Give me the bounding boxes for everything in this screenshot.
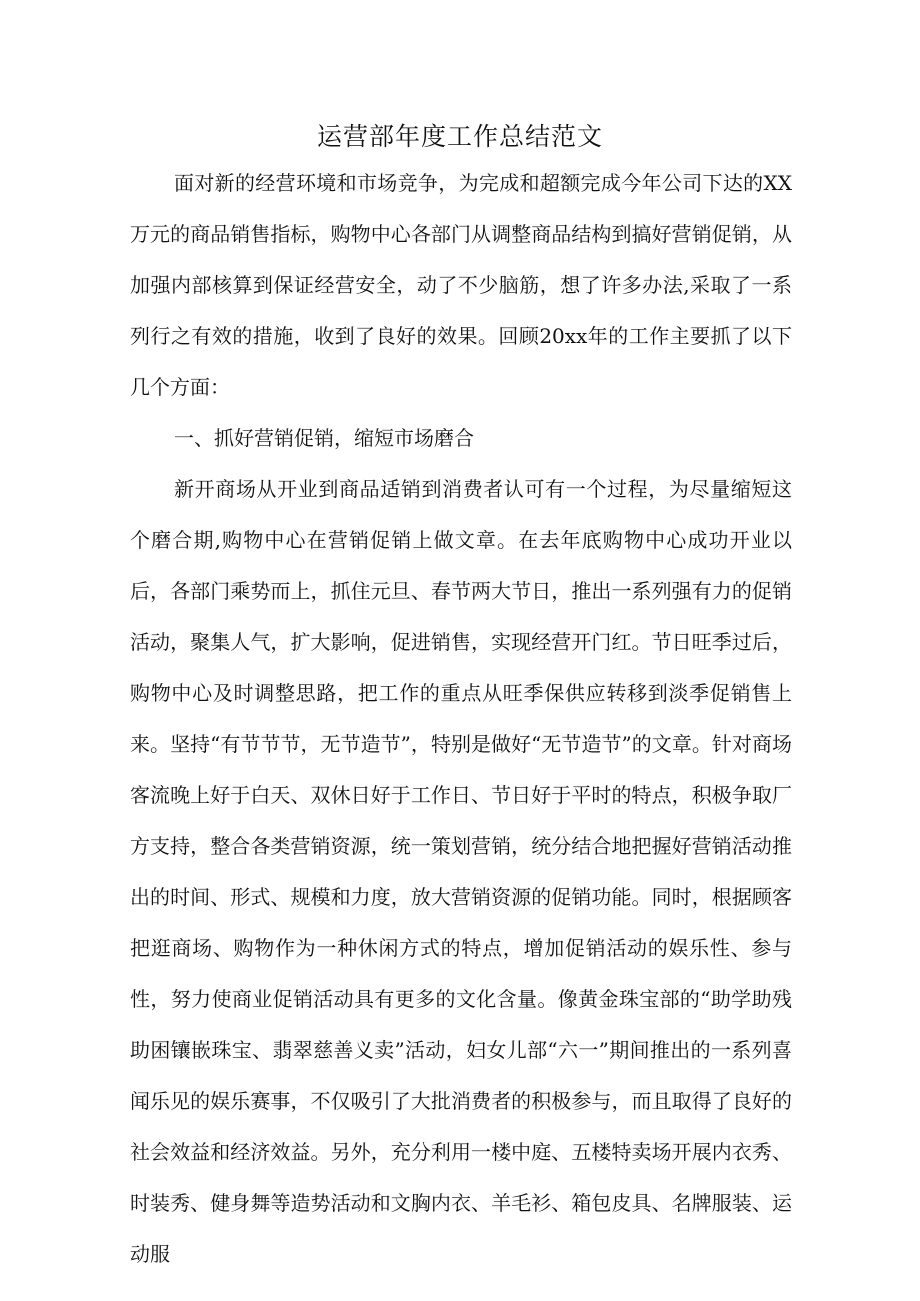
section-1-paragraph: 新开商场从开业到商品适销到消费者认可有一个过程，为尽量缩短这个磨合期,购物中心在营销促销上做文章。在去年底购物中心成功开业以后，各部门乘势而上，抓住元旦、春节两大节日，推出一系列强有力的促销活动，聚集人气，扩大影响，促进销售，实现经营开门红。节日旺季过后，购物中心及时调整思路，把工作的重点从旺季保供应转移到淡季促销售上来。坚持“有节节节，无节造节”，特别是做好“无节造节”的文章。针对商场客流晚上好于白天、双休日好于工作日、节日好于平时的特点，积极争取厂方支持，整合各类营销资源，统一策划营销，统分结合地把握好营销活动推出的时间、形式、规模和力度，放大营销资源的促销功能。同时，根据顾客把逛商场、购物作为一种休闲方式的特点，增加促销活动的娱乐性、参与性，努力使商业促销活动具有更多的文化含量。像黄金珠宝部的“助学助残助困镶嵌珠宝、翡翠慈善义卖”活动，妇女儿部“六一”期间推出的一系列喜闻乐见的娱乐赛事，不仅吸引了大批消费者的积极参与，而且取得了良好的社会效益和经济效益。另外，充分利用一楼中庭、五楼特卖场开展内衣秀、时装秀、健身舞等造势活动和文胸内衣、羊毛衫、箱包皮具、名牌服装、运动服 (130, 477, 792, 1266)
section-heading-1: 一、抓好营销促销，缩短市场磨合 (174, 426, 474, 450)
document-title: 运营部年度工作总结范文 (316, 122, 603, 151)
intro-paragraph: 面对新的经营环境和市场竞争，为完成和超额完成今年公司下达的XX万元的商品销售指标，购物中心各部门从调整商品结构到搞好营销促销，从加强内部核算到保证经营安全，动了不少脑筋，想了许多办法,采取了一系列行之有效的措施，收到了良好的效果。回顾20xx年的工作主要抓了以下几个方面： (130, 171, 792, 399)
document-body (130, 158, 792, 1280)
